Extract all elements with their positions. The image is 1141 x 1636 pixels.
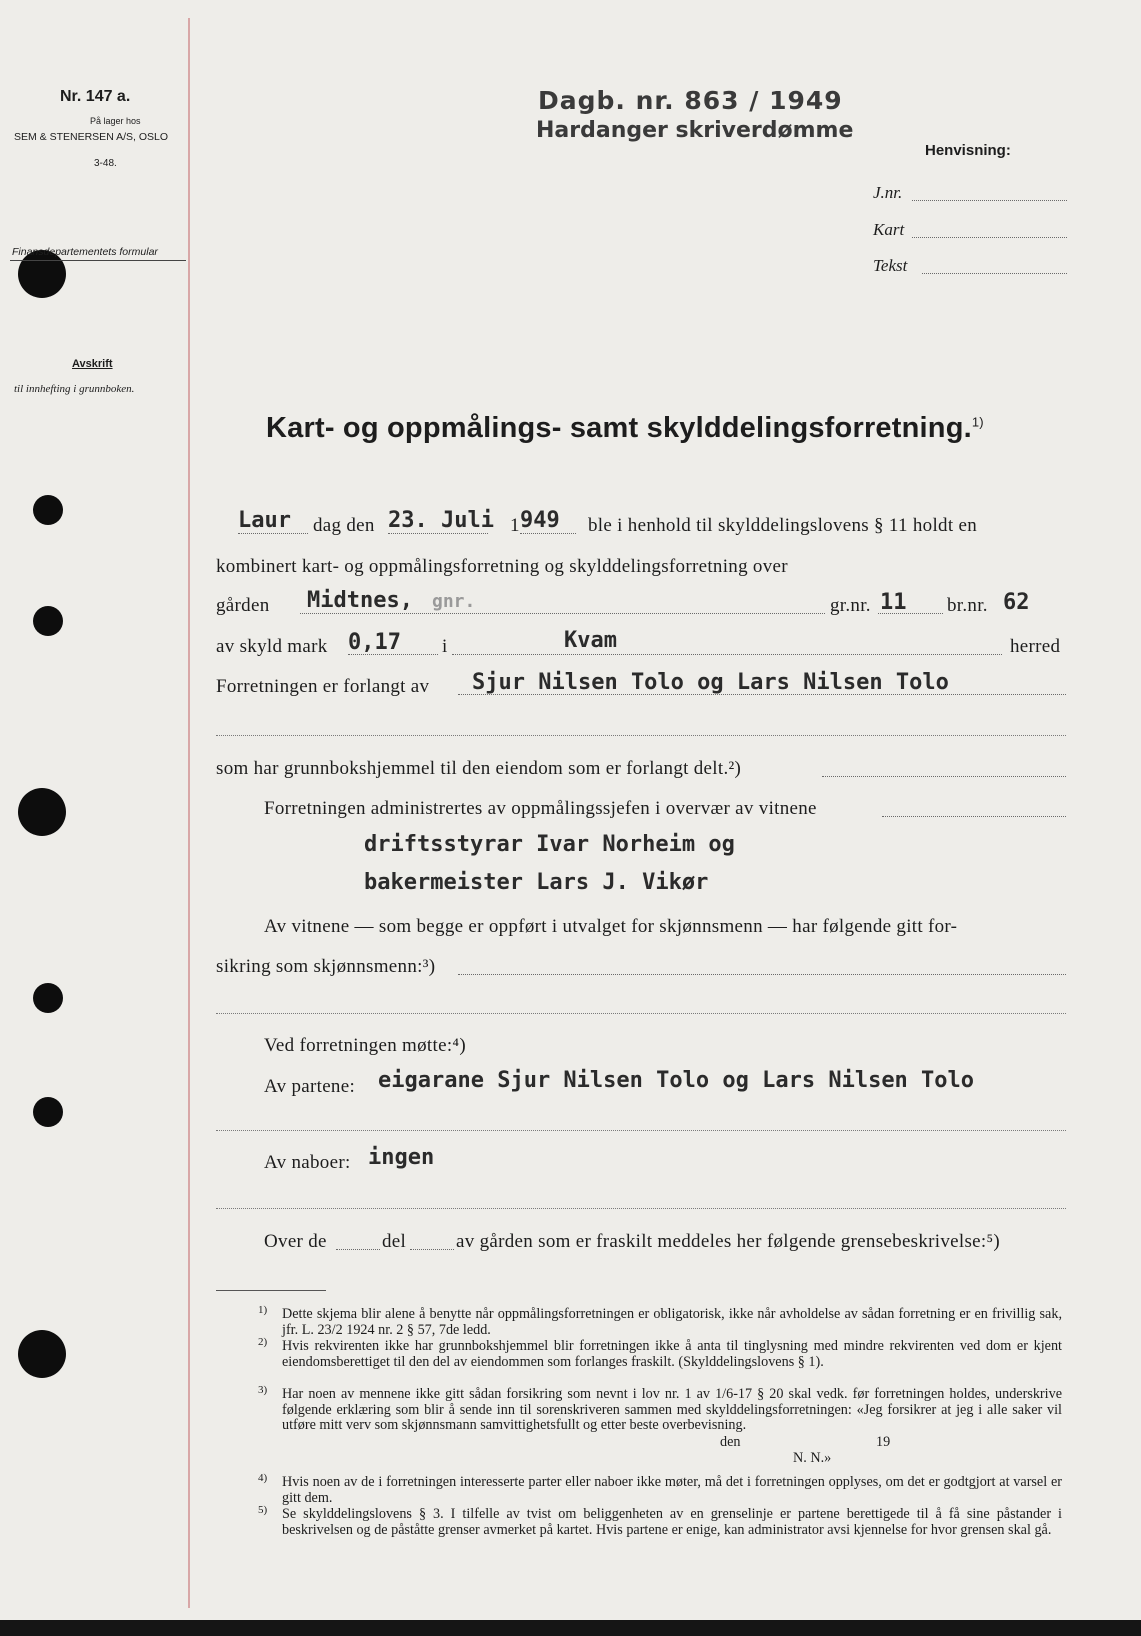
footnote-3-den: den bbox=[720, 1434, 741, 1450]
punch-hole bbox=[18, 788, 66, 836]
line11-dots bbox=[458, 974, 1066, 975]
reference-jnr-dots bbox=[912, 200, 1067, 201]
publisher-line2: SEM & STENERSEN A/S, OSLO bbox=[14, 131, 169, 143]
farm-note: gnr. bbox=[432, 591, 476, 612]
year-dots bbox=[520, 533, 576, 534]
witness-1: driftsstyrar Ivar Norheim og bbox=[364, 832, 735, 857]
ministry-form-rule bbox=[10, 260, 186, 261]
witness-2: bakermeister Lars J. Vikør bbox=[364, 870, 709, 895]
line12-text: Ved forretningen møtte:⁴) bbox=[264, 1035, 466, 1056]
reference-jnr: J.nr. bbox=[873, 183, 903, 202]
reference-tekst-dots bbox=[922, 273, 1067, 274]
weekday-value: Laur bbox=[238, 508, 291, 533]
herred-label: herred bbox=[1010, 636, 1061, 657]
title-note: 1) bbox=[971, 414, 984, 430]
municipality-dots bbox=[452, 654, 1002, 655]
scan-edge bbox=[0, 1620, 1141, 1636]
line15-label-b: del bbox=[382, 1231, 407, 1252]
margin-line bbox=[188, 18, 190, 1608]
footnote-1-num: 1) bbox=[258, 1304, 268, 1316]
page-title-text: Kart- og oppmålings- samt skylddelingsforretning. bbox=[266, 412, 972, 444]
reference-title: Henvisning: bbox=[925, 142, 1011, 159]
punch-hole bbox=[33, 983, 63, 1013]
reference-kart-dots bbox=[912, 237, 1067, 238]
footnote-separator bbox=[216, 1290, 326, 1291]
parties-value: eigarane Sjur Nilsen Tolo og Lars Nilsen Tolo bbox=[378, 1068, 975, 1093]
punch-hole bbox=[33, 606, 63, 636]
footnote-4: Hvis noen av de i forretningen interesserte parter eller naboer ikke møter, må det i forretningen opplyses, om det er godtgjort at varsel er gitt dem. bbox=[282, 1474, 1062, 1506]
diary-stamp-line1: Dagb. nr. 863 / 1949 bbox=[538, 86, 843, 115]
footnote-2: Hvis rekvirenten ikke har grunnbokshjemmel blir forretningen ikke å anta til tinglysning med mindre rekvirenten ved dom er kjent eiendomsberettiget til den del av eiendommen som forlanges fraskilt. (Skylddelingslovens § 1). bbox=[282, 1338, 1062, 1370]
line11-text: sikring som skjønnsmenn:³) bbox=[216, 956, 436, 977]
grnr-dots bbox=[878, 613, 943, 614]
brnr-value: 62 bbox=[1003, 590, 1030, 615]
requested-value: Sjur Nilsen Tolo og Lars Nilsen Tolo bbox=[472, 670, 949, 695]
farm-dots bbox=[300, 613, 825, 614]
weekday-dots bbox=[238, 533, 308, 534]
page-title bbox=[266, 412, 984, 445]
year-prefix: 1 bbox=[510, 515, 520, 536]
neighbours-value: ingen bbox=[368, 1145, 435, 1170]
date-code: 3-48. bbox=[94, 158, 117, 169]
reference-tekst: Tekst bbox=[873, 256, 908, 275]
line15-label-c: av gården som er fraskilt meddeles her følgende grensebeskrivelse:⁵) bbox=[456, 1231, 1001, 1252]
line6-text: som har grunnbokshjemmel til den eiendom som er forlangt delt.²) bbox=[216, 758, 742, 779]
footnote-5-num: 5) bbox=[258, 1504, 268, 1516]
requested-dots bbox=[458, 694, 1066, 695]
line2-text: kombinert kart- og oppmålingsforretning og skylddelingsforretning over bbox=[216, 556, 788, 577]
line15-dots-b bbox=[410, 1249, 454, 1250]
neighbours-label: Av naboer: bbox=[264, 1152, 351, 1173]
footnote-2-num: 2) bbox=[258, 1336, 268, 1348]
grnr-value: 11 bbox=[880, 590, 907, 615]
footnote-4-num: 4) bbox=[258, 1472, 268, 1484]
year-value: 949 bbox=[520, 508, 560, 533]
grnr-label: gr.nr. bbox=[830, 595, 871, 616]
requested-label: Forretningen er forlangt av bbox=[216, 676, 430, 697]
skyld-dots bbox=[348, 654, 438, 655]
blank-rule-4 bbox=[216, 1208, 1066, 1209]
copy-label: Avskrift bbox=[72, 358, 113, 370]
punch-hole bbox=[18, 1330, 66, 1378]
blank-rule-2 bbox=[216, 1013, 1066, 1014]
line1-label-a: dag den bbox=[313, 515, 375, 536]
blank-rule bbox=[216, 735, 1066, 736]
line10-text: Av vitnene — som begge er oppført i utvalget for skjønnsmenn — har følgende gitt for- bbox=[264, 916, 958, 937]
line15-dots-a bbox=[336, 1249, 380, 1250]
footnote-3-num: 3) bbox=[258, 1384, 268, 1396]
footnote-3-nn: N. N.» bbox=[793, 1450, 832, 1466]
skyld-value: 0,17 bbox=[348, 630, 401, 655]
form-number: Nr. 147 a. bbox=[60, 88, 131, 105]
reference-kart: Kart bbox=[873, 220, 905, 239]
line7-dots bbox=[882, 816, 1066, 817]
copy-purpose: til innhefting i grunnboken. bbox=[14, 383, 135, 395]
brnr-label: br.nr. bbox=[947, 595, 988, 616]
footnote-3: Har noen av mennene ikke gitt sådan forsikring som nevnt i lov nr. 1 av 1/6-17 § 20 skal vedk. før forretningen holdes, underskrive følgende erklæring som blir å sende inn til sorenskriveren sammen med skylddelingsforretningen: «Jeg forsikrer at jeg i alle saker vil utføre mitt verv som skjønnsmann samvittighetsfullt og etter beste overbevisning. bbox=[282, 1386, 1062, 1434]
line15-label-a: Over de bbox=[264, 1231, 327, 1252]
date-value: 23. Juli bbox=[388, 508, 494, 533]
publisher-line1: På lager hos bbox=[90, 116, 141, 126]
footnote-1: Dette skjema blir alene å benytte når oppmålingsforretningen er obligatorisk, ikke når avholdelse av sådan forretning er en frivillig sak, jfr. L. 23/2 1924 nr. 2 § 57, 7de ledd. bbox=[282, 1306, 1062, 1338]
date-dots bbox=[388, 533, 488, 534]
footnote-3-year: 19 bbox=[876, 1434, 891, 1450]
skyld-label: av skyld mark bbox=[216, 636, 328, 657]
diary-stamp-line2: Hardanger skriverdømme bbox=[536, 118, 854, 143]
ministry-form: Finansdepartementets formular bbox=[12, 246, 158, 258]
punch-hole bbox=[33, 495, 63, 525]
farm-label: gården bbox=[216, 595, 270, 616]
municipality-value: Kvam bbox=[564, 628, 617, 653]
blank-rule-3 bbox=[216, 1130, 1066, 1131]
municipality-i: i bbox=[442, 636, 448, 657]
line7-text: Forretningen administrertes av oppmålingssjefen i overvær av vitnene bbox=[264, 798, 817, 819]
farm-value: Midtnes, bbox=[307, 588, 413, 613]
line6-dots bbox=[822, 776, 1066, 777]
punch-hole bbox=[33, 1097, 63, 1127]
footnote-5: Se skylddelingslovens § 3. I tilfelle av tvist om beliggenheten av en grenselinje er partene berettigede til å få sine påstander i beskrivelsen og de påståtte grenser avmerket på kartet. Hvis partene er enige, kan administrator avsi kjennelse for hvor grensen skal gå. bbox=[282, 1506, 1062, 1538]
parties-label: Av partene: bbox=[264, 1076, 356, 1097]
line1-label-b: ble i henhold til skylddelingslovens § 11 holdt en bbox=[588, 515, 977, 536]
